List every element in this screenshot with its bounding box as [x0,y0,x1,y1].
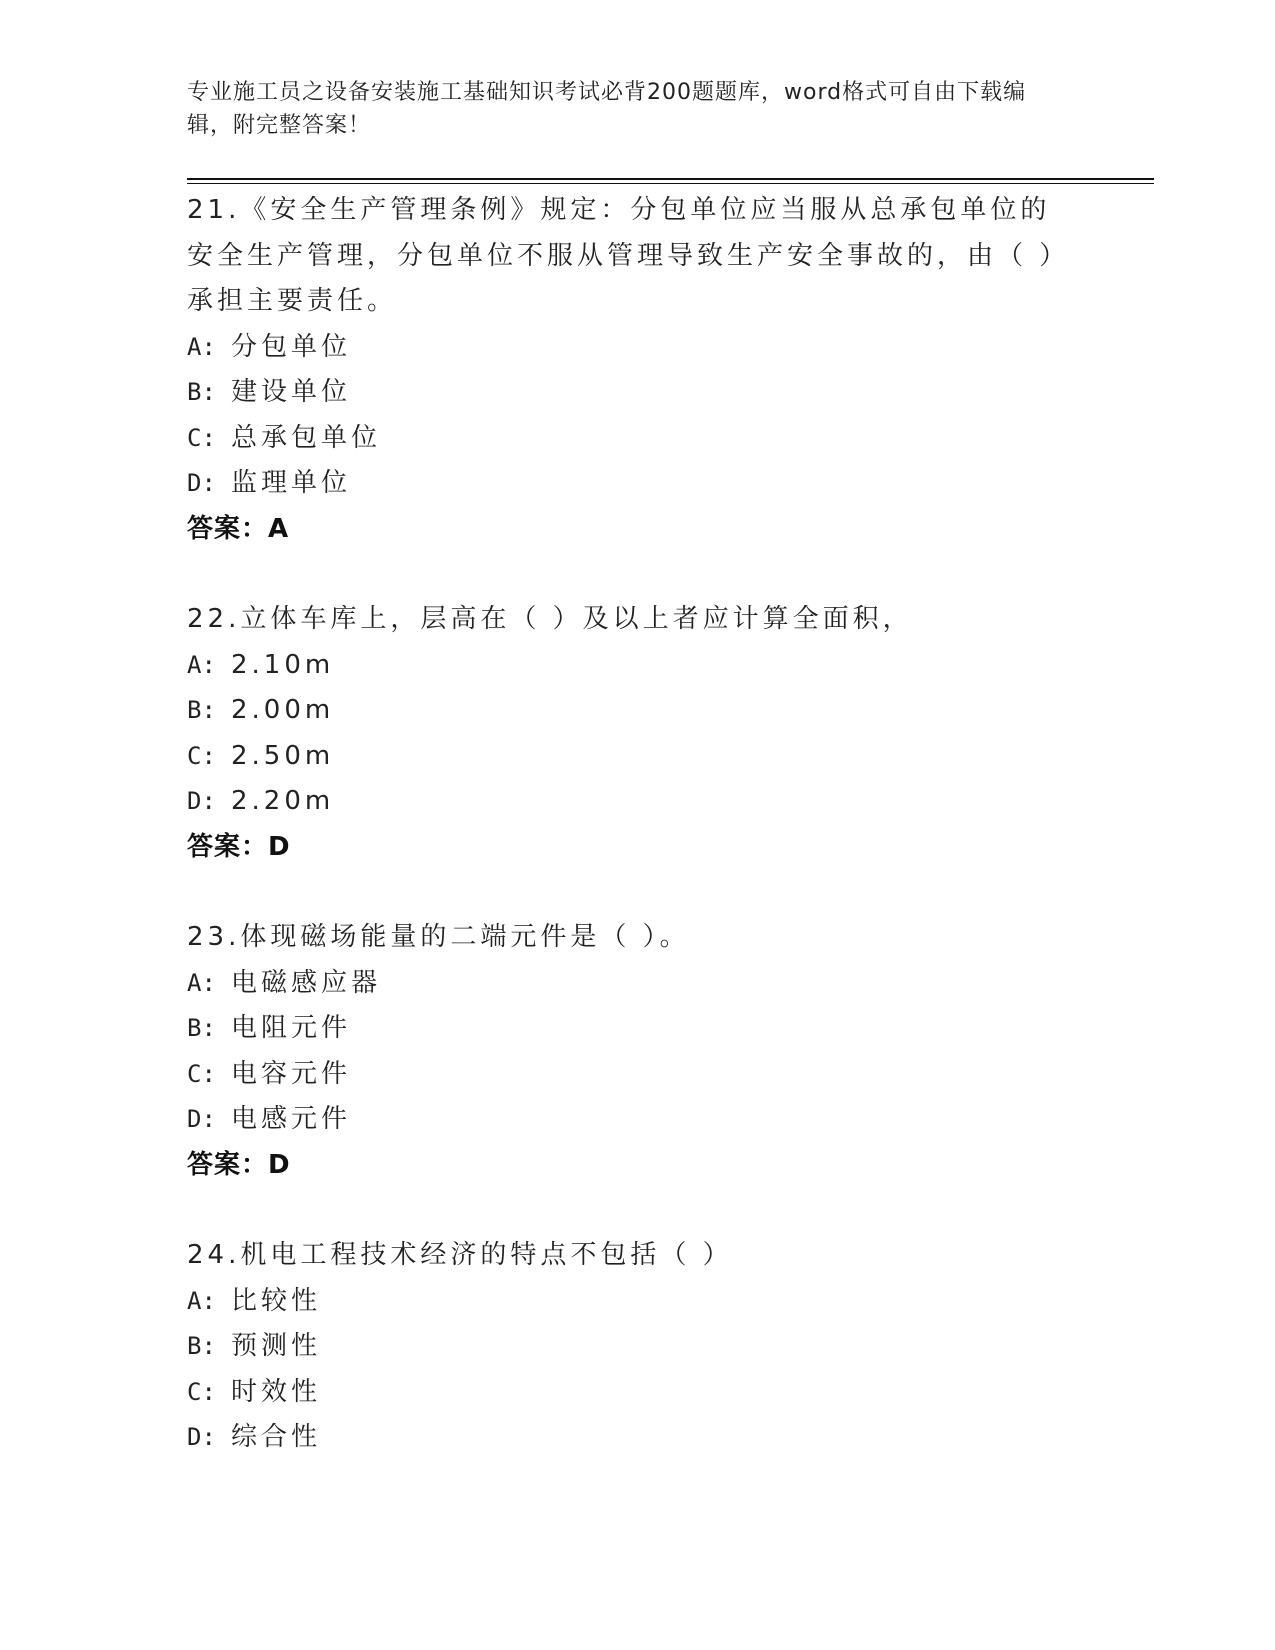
option-text: 比较性 [231,1285,322,1316]
option-text: 2.00m [231,695,335,725]
option-text: 电磁感应器 [231,967,382,998]
question-text: 23.体现磁场能量的二端元件是（ ）。 [187,922,690,952]
question-list [187,188,1087,1461]
question-text: 22.立体车库上，层高在（ ）及以上者应计算全面积， [187,604,913,634]
question-22 [187,597,1087,870]
option-letter: A: [187,650,216,679]
option-text: 建设单位 [231,377,352,407]
answer-line [187,1143,1087,1189]
option-letter: D: [187,787,216,815]
option-text: 2.50m [231,740,335,771]
option-a [187,1279,1087,1325]
header-divider-thin [187,183,1154,184]
option-text: 电阻元件 [231,1013,352,1043]
answer-value: D [268,831,291,862]
option-text: 时效性 [231,1376,322,1407]
option-c [187,1052,1087,1098]
question-text: 24.机电工程技术经济的特点不包括（ ） [187,1240,733,1270]
answer-label: 答案： [187,513,269,544]
option-text: 综合性 [231,1422,322,1452]
option-a [187,325,1087,371]
option-c [187,1370,1087,1416]
option-text: 监理单位 [231,468,352,498]
option-letter: B: [187,1332,216,1360]
option-letter: B: [187,696,216,724]
option-d [187,1097,1087,1143]
option-letter: C: [187,741,216,770]
option-letter: D: [187,469,216,497]
header-divider-thick [187,178,1154,180]
option-d [187,461,1087,507]
option-letter: A: [187,968,216,997]
option-letter: C: [187,423,216,452]
option-d [187,1415,1087,1461]
option-letter: C: [187,1377,216,1406]
question-24 [187,1233,1087,1461]
option-text: 电容元件 [231,1058,352,1089]
option-letter: A: [187,1286,216,1315]
option-b [187,688,1087,734]
option-text: 2.20m [231,786,335,816]
option-letter: C: [187,1059,216,1088]
option-c [187,734,1087,780]
option-letter: A: [187,332,216,361]
document-header: 专业施工员之设备安装施工基础知识考试必背200题题库，word格式可自由下载编辑，附完整答案！ [187,80,1027,138]
answer-line [187,825,1087,871]
option-b [187,1006,1087,1052]
option-text: 总承包单位 [231,422,382,453]
answer-line [187,507,1087,553]
question-21 [187,188,1087,552]
option-text: 2.10m [231,649,335,680]
option-b [187,1324,1087,1370]
option-text: 电感元件 [231,1104,352,1134]
option-b [187,370,1087,416]
question-23 [187,915,1087,1188]
option-letter: D: [187,1423,216,1451]
answer-label: 答案： [187,1149,269,1180]
option-a [187,961,1087,1007]
answer-value: D [268,1149,291,1180]
option-d [187,779,1087,825]
answer-label: 答案： [187,831,269,862]
answer-value: A [268,513,290,544]
option-letter: D: [187,1105,216,1133]
option-text: 预测性 [231,1331,322,1361]
option-letter: B: [187,378,216,406]
option-letter: B: [187,1014,216,1042]
option-c [187,416,1087,462]
option-text: 分包单位 [231,331,352,362]
question-text: 21.《安全生产管理条例》规定：分包单位应当服从总承包单位的安全生产管理，分包单位不服从管理导致生产安全事故的，由（ ）承担主要责任。 [187,195,1057,316]
option-a [187,643,1087,689]
